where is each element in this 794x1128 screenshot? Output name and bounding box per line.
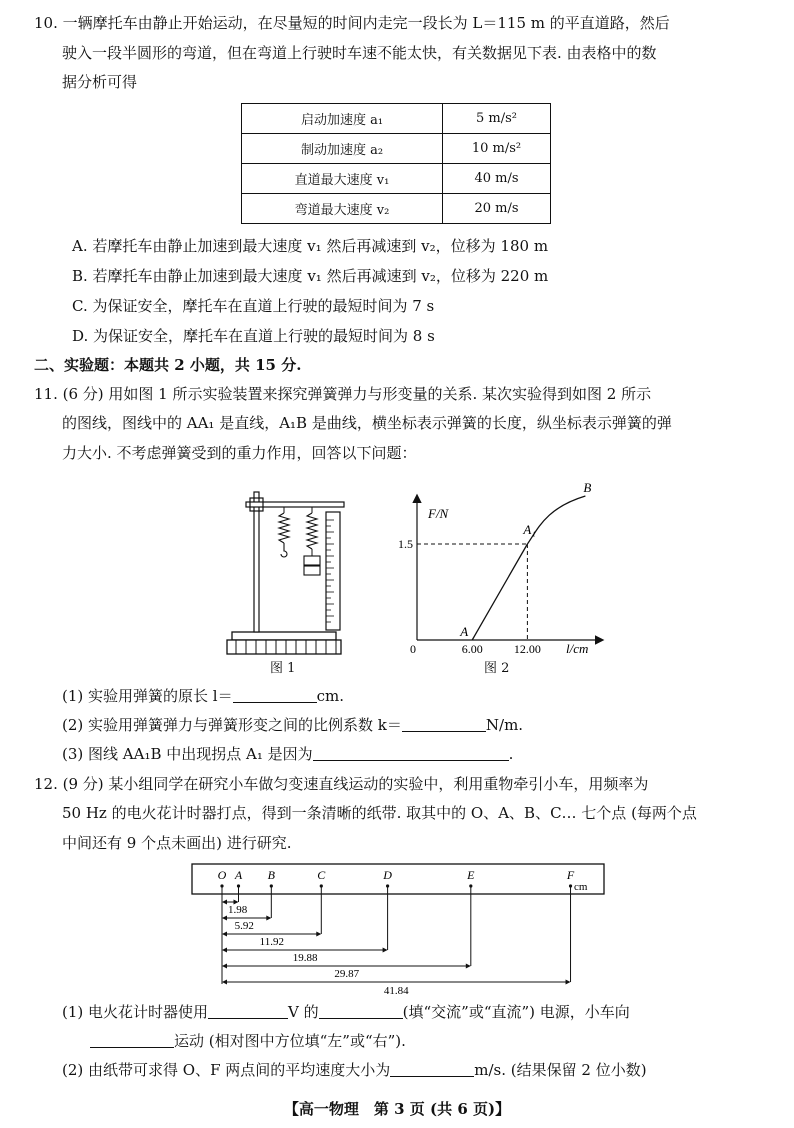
series-curve-a1b xyxy=(527,496,585,544)
tape-point-label: D xyxy=(383,868,392,882)
q10-option-c: C. 为保证安全，摩托车在直道上行驶的最短时间为 7 s xyxy=(72,297,435,315)
q11-line1: 11. (6 分) 用如图 1 所示实验装置来探究弹簧弹力与形变量的关系. 某次实验得到如图 2 所示 xyxy=(34,385,652,403)
arrow-head-right xyxy=(566,980,571,985)
y-tick-label: 1.5 xyxy=(398,537,413,551)
table-cell-value: 20 m/s xyxy=(443,194,551,224)
q12-sub2 xyxy=(62,1060,647,1080)
q12-sub2-text: m/s. (结果保留 2 位小数) xyxy=(474,1061,647,1079)
y-axis-label: F/N xyxy=(428,506,449,521)
answer-blank[interactable] xyxy=(90,1033,174,1048)
q10-line3: 据分析可得 xyxy=(62,73,138,91)
q12-sub1-line1 xyxy=(62,1002,630,1022)
q12-sub1-text: (填“交流”或“直流”) 电源，小车向 xyxy=(402,1003,630,1021)
distance-label: 41.84 xyxy=(383,985,409,997)
q10-data-table xyxy=(241,103,551,224)
q11-line3: 力大小. 不考虑弹簧受到的重力作用，回答以下问题： xyxy=(62,444,417,462)
q11-sub3-end: . xyxy=(508,745,514,763)
table-cell-label: 弯道最大速度 v₂ xyxy=(242,194,443,224)
answer-blank[interactable] xyxy=(390,1062,474,1077)
arrow-head-left xyxy=(222,932,227,937)
tape-point-label: A xyxy=(234,868,243,882)
x-tick-label: 6.00 xyxy=(461,642,483,656)
q11-sub2 xyxy=(62,715,523,735)
arrow-head-left xyxy=(222,948,227,953)
arrow-head-right xyxy=(383,948,388,953)
distance-label: 5.92 xyxy=(234,920,254,932)
arrow-head-right xyxy=(466,964,471,969)
q12-line1: 12. (9 分) 某小组同学在研究小车做匀变速直线运动的实验中，利用重物牵引小车，用频率为 xyxy=(34,775,649,793)
tape-unit-label: cm xyxy=(574,881,588,893)
table-cell-value: 40 m/s xyxy=(443,164,551,194)
distance-label: 11.92 xyxy=(259,936,284,948)
table-cell-value: 10 m/s² xyxy=(443,134,551,164)
arrow-head-left xyxy=(222,980,227,985)
answer-blank[interactable] xyxy=(233,688,317,703)
arrow-head-right xyxy=(316,932,321,937)
tape-point-label: C xyxy=(317,868,326,882)
figure1-caption: 图 1 xyxy=(270,661,296,676)
table-row xyxy=(242,194,551,224)
answer-blank[interactable] xyxy=(402,717,486,732)
series-line-aa1 xyxy=(472,544,527,640)
table-cell-label: 直道最大速度 v₁ xyxy=(242,164,443,194)
q11-sub3 xyxy=(62,744,513,764)
q11-line2: 的图线，图线中的 AA₁ 是直线，A₁B 是曲线，横坐标表示弹簧的长度，纵坐标表示弹簧的弹 xyxy=(62,414,672,432)
q12-sub1-text: V 的 xyxy=(288,1003,319,1021)
q10-option-b: B. 若摩托车由静止加速到最大速度 v₁ 然后再减速到 v₂，位移为 220 m xyxy=(72,267,549,285)
table-row xyxy=(242,104,551,134)
q11-sub1-unit: cm. xyxy=(316,687,344,705)
figure2-caption: 图 2 xyxy=(484,661,510,676)
x-axis-label: l/cm xyxy=(566,641,589,656)
origin-label: 0 xyxy=(410,642,416,656)
distance-label: 29.87 xyxy=(334,968,360,980)
point-label-a: A xyxy=(460,624,469,639)
arrow-head-right xyxy=(266,916,271,921)
answer-blank[interactable] xyxy=(313,746,509,761)
table-cell-label: 制动加速度 a₂ xyxy=(242,134,443,164)
tape-point-label: O xyxy=(217,868,227,882)
q10-line2: 驶入一段半圆形的弯道，但在弯道上行驶时车速不能太快，有关数据见下表. 由表格中的数 xyxy=(62,44,657,62)
point-label-b: B xyxy=(583,480,592,495)
arrow-head-left xyxy=(222,964,227,969)
q12-sub1-text: (1) 电火花计时器使用 xyxy=(62,1003,209,1021)
q12-line2: 50 Hz 的电火花计时器打点，得到一条清晰的纸带. 取其中的 O、A、B、C… 七个点 (每两个点 xyxy=(62,804,697,822)
x-tick-label: 12.00 xyxy=(513,642,541,656)
tape-point-label: B xyxy=(267,868,275,882)
answer-blank[interactable] xyxy=(319,1004,403,1019)
q12-line3: 中间还有 9 个点未画出) 进行研究. xyxy=(62,834,292,852)
figure2-graph xyxy=(398,480,610,665)
table-row xyxy=(242,134,551,164)
point-label-a1: A₁ xyxy=(523,522,536,537)
arrow-head-left xyxy=(222,916,227,921)
tape-point-label: F xyxy=(566,868,575,882)
answer-blank[interactable] xyxy=(208,1004,288,1019)
table-cell-value: 5 m/s² xyxy=(443,104,551,134)
table-cell-label: 启动加速度 a₁ xyxy=(242,104,443,134)
q11-sub2-unit: N/m. xyxy=(485,716,524,734)
q10-option-a: A. 若摩托车由静止加速到最大速度 v₁ 然后再减速到 v₂，位移为 180 m xyxy=(72,237,549,255)
distance-label: 1.98 xyxy=(228,904,248,916)
distance-label: 19.88 xyxy=(292,952,318,964)
arrow-head-left xyxy=(222,900,227,905)
q11-sub1 xyxy=(62,686,344,706)
section-heading: 二、实验题：本题共 2 小题，共 15 分. xyxy=(34,356,302,374)
q10-line1: 10. 一辆摩托车由静止开始运动，在尽量短的时间内走完一段长为 L＝115 m 的平直道路，然后 xyxy=(34,14,670,32)
paper-tape-diagram xyxy=(190,862,610,997)
tape-point-label: E xyxy=(467,868,475,882)
q11-sub3-text: (3) 图线 AA₁B 中出现拐点 A₁ 是因为 xyxy=(62,745,313,763)
page-footer: 【高一物理 第 3 页 (共 6 页)】 xyxy=(283,1100,511,1118)
q11-sub2-text: (2) 实验用弹簧弹力与弹簧形变之间的比例系数 k＝ xyxy=(62,716,402,734)
paper-tape xyxy=(192,864,604,894)
q12-sub1-line2 xyxy=(90,1031,406,1051)
q12-sub2-text: (2) 由纸带可求得 O、F 两点间的平均速度大小为 xyxy=(62,1061,391,1079)
figure1-apparatus xyxy=(222,480,352,680)
q10-option-d: D. 为保证安全，摩托车在直道上行驶的最短时间为 8 s xyxy=(72,327,435,345)
table-row xyxy=(242,164,551,194)
q11-sub1-text: (1) 实验用弹簧的原长 l＝ xyxy=(62,687,233,705)
q12-sub1-text: 运动 (相对图中方位填“左”或“右”). xyxy=(174,1032,406,1050)
